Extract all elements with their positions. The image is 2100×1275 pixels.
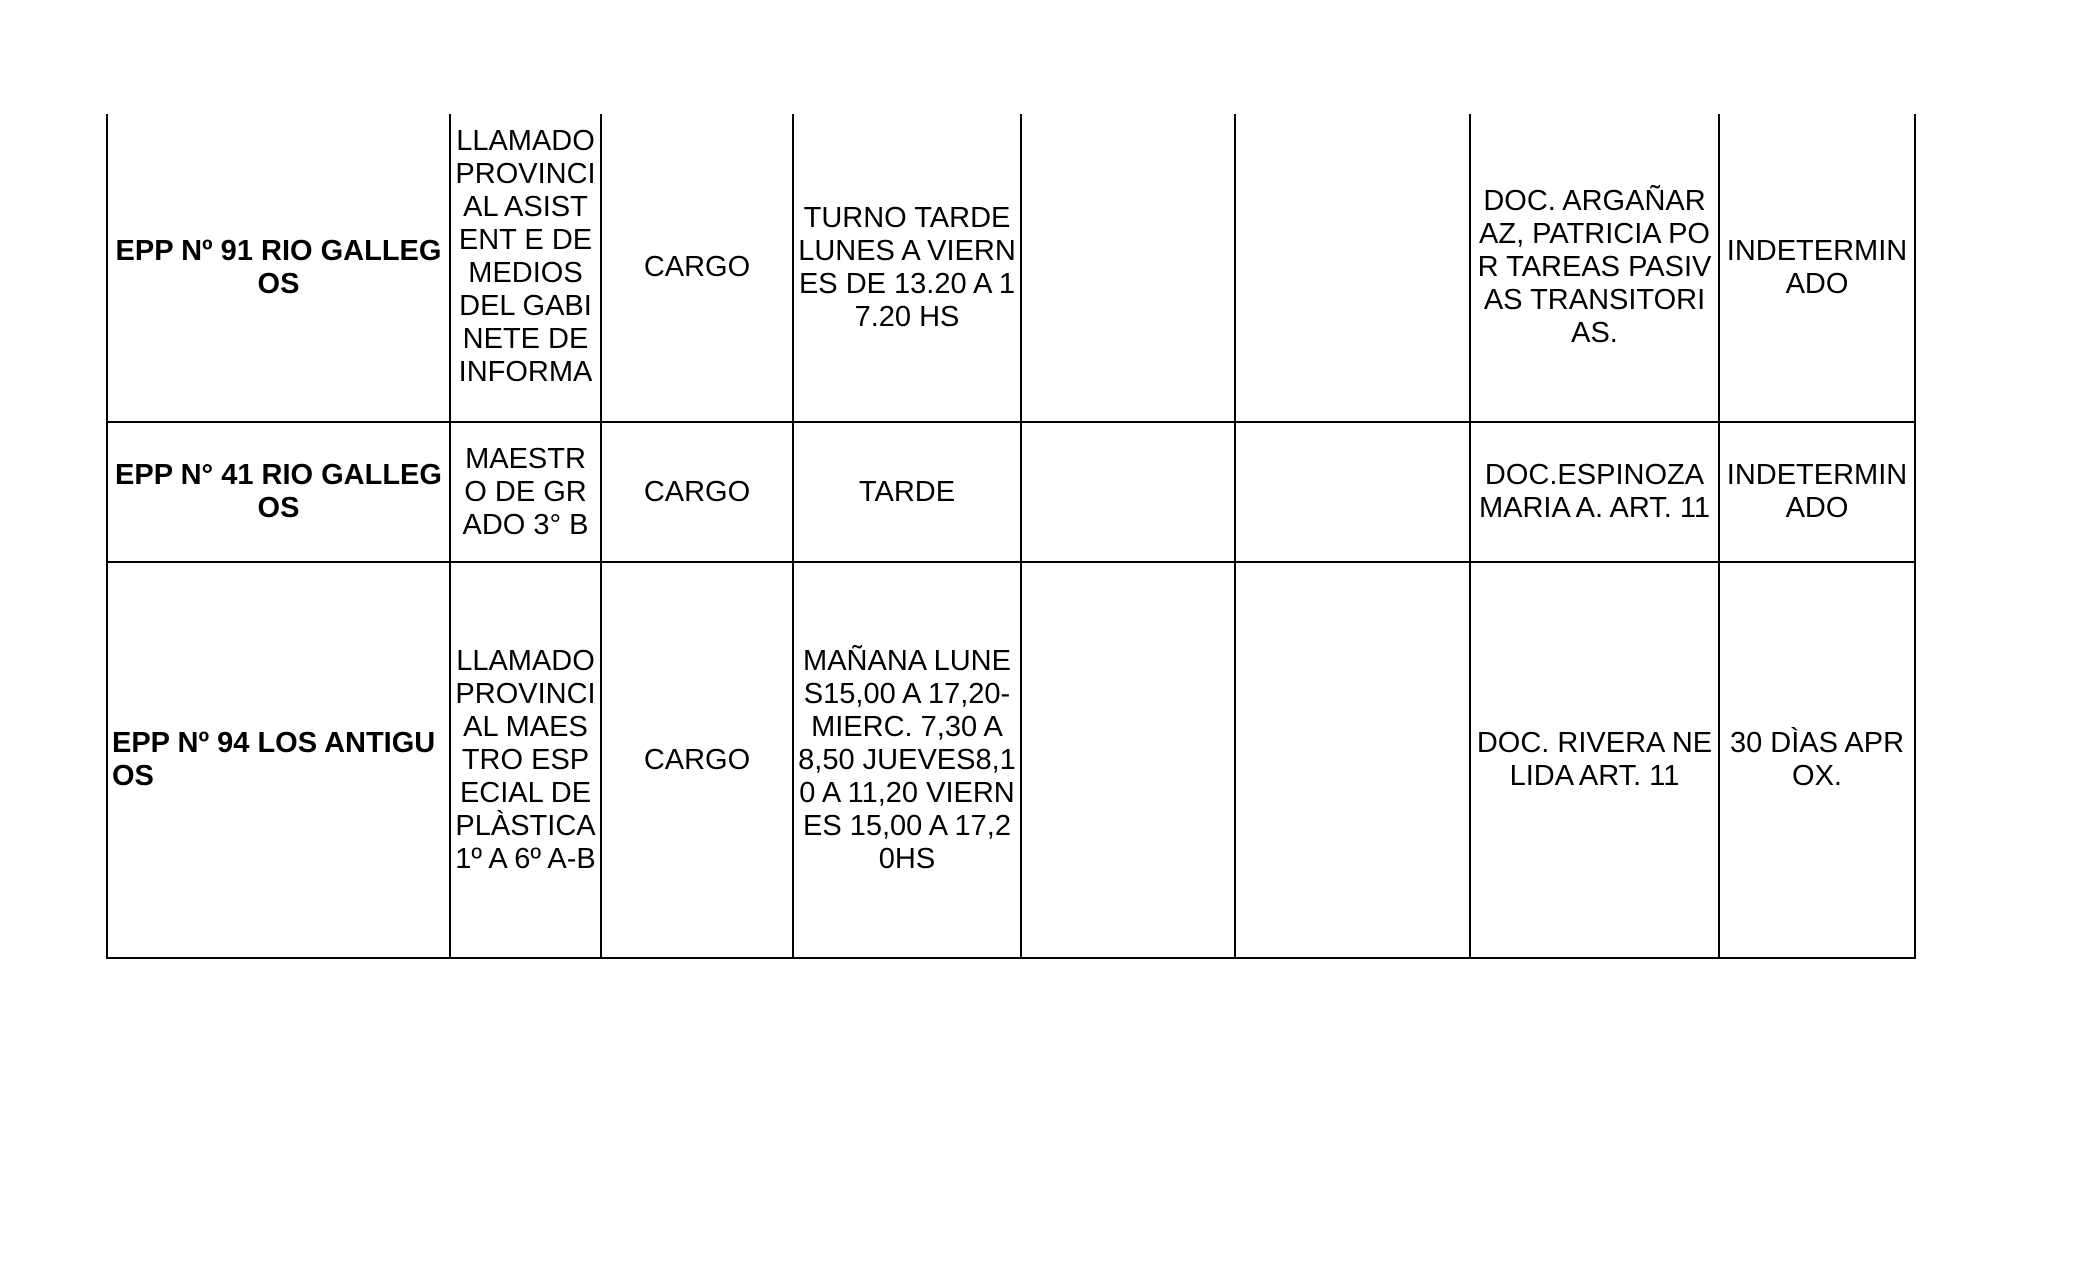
school-cell: EPP N° 41 RIO GALLEGOS — [107, 422, 450, 562]
type-cell: CARGO — [601, 422, 793, 562]
duration-cell: INDETERMIN ADO — [1719, 422, 1915, 562]
schedule-cell: TURNO TARDE LUNES A VIERNES DE 13.20 A 17.20 HS — [793, 114, 1021, 422]
empty-cell — [1235, 422, 1470, 562]
reason-cell: DOC. RIVERA NELIDA ART. 11 — [1470, 562, 1719, 958]
empty-cell — [1235, 562, 1470, 958]
school-cell: EPP Nº 94 LOS ANTIGUOS — [107, 562, 450, 958]
position-cell: LLAMADO PROVINCI AL MAESTRO ESPECIAL DE PLÀSTICA 1º A 6º A-B — [450, 562, 601, 958]
position-cell — [450, 114, 601, 422]
position-text: LLAMADO PROVINCI AL ASISTENT E DE MEDIOS DEL GABINETE DE INFORMA — [455, 124, 596, 388]
table-row — [107, 422, 1915, 562]
empty-cell — [1235, 114, 1470, 422]
reason-cell: DOC. ARGAÑARAZ, PATRICIA POR TAREAS PASIVAS TRANSITORIAS. — [1470, 114, 1719, 422]
duration-cell: 30 DÌAS APROX. — [1719, 562, 1915, 958]
type-cell: CARGO — [601, 562, 793, 958]
schedule-cell: MAÑANA LUNES15,00 A 17,20-MIERC. 7,30 A 8,50 JUEVES8,10 A 11,20 VIERNES 15,00 A 17,20HS — [793, 562, 1021, 958]
empty-cell — [1021, 422, 1235, 562]
reason-cell: DOC.ESPINOZA MARIA A. ART. 11 — [1470, 422, 1719, 562]
duration-cell: INDETERMIN ADO — [1719, 114, 1915, 422]
empty-cell — [1021, 562, 1235, 958]
school-cell: EPP Nº 91 RIO GALLEGOS — [107, 114, 450, 422]
schedule-cell: TARDE — [793, 422, 1021, 562]
type-cell: CARGO — [601, 114, 793, 422]
position-cell: MAESTRO DE GRADO 3° B — [450, 422, 601, 562]
table-row — [107, 114, 1915, 422]
table-row — [107, 562, 1915, 958]
vacancy-table — [106, 114, 1916, 959]
empty-cell — [1021, 114, 1235, 422]
